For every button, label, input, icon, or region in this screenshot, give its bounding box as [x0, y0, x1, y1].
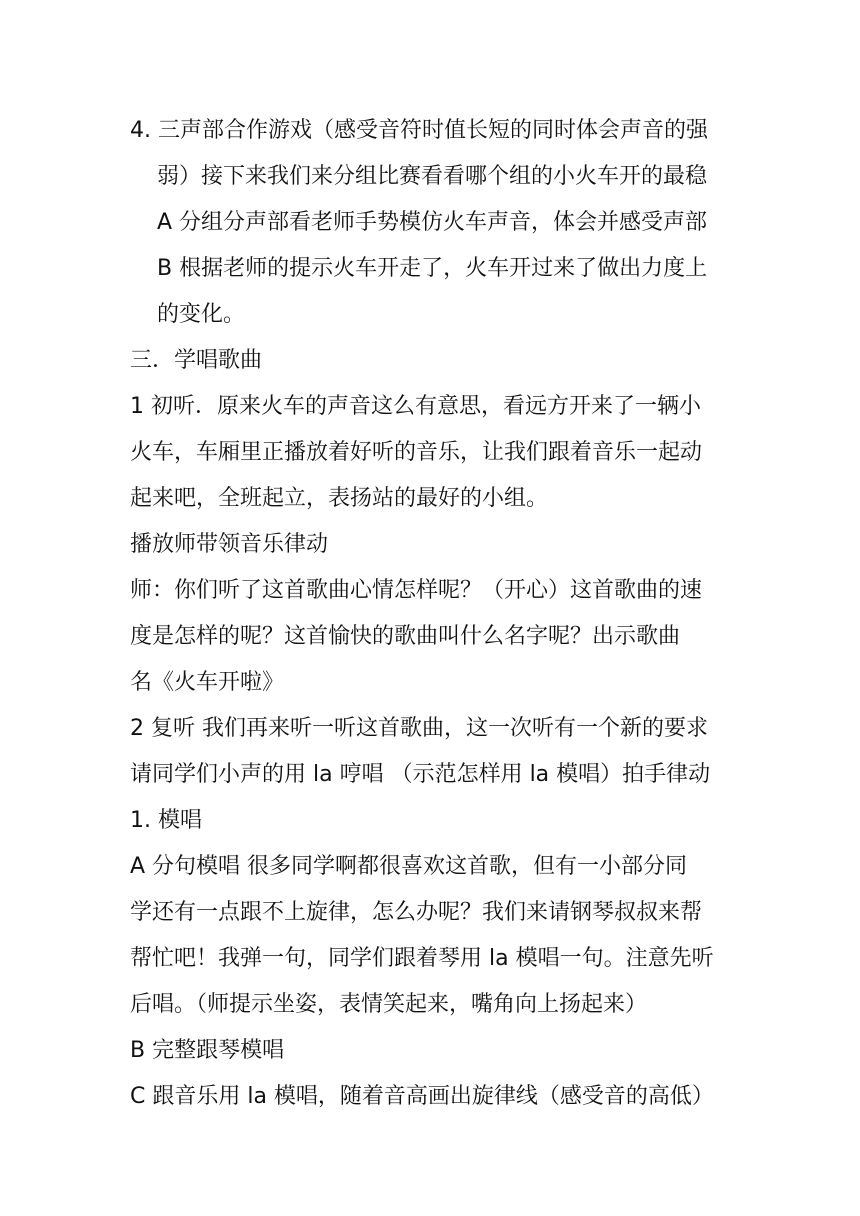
text-line-13: 名《火车开啦》: [130, 670, 285, 695]
text-line-9: 起来吧，全班起立，表扬站的最好的小组。: [130, 486, 549, 511]
text-line-2: 弱）接下来我们来分组比赛看看哪个组的小火车开的最稳: [157, 164, 708, 189]
text-line-20: 后唱。（师提示坐姿，表情笑起来，嘴角向上扬起来）: [130, 992, 648, 1017]
text-line-21: B 完整跟琴模唱: [130, 1038, 285, 1063]
text-line-22: C 跟音乐用 la 模唱，随着音高画出旋律线（感受音的高低）: [130, 1084, 714, 1109]
text-line-5: 的变化。: [157, 302, 246, 327]
text-line-3: A 分组分声部看老师手势模仿火车声音，体会并感受声部: [157, 210, 708, 235]
section-heading: 三．学唱歌曲: [130, 348, 263, 373]
text-line-4: B 根据老师的提示火车开走了，火车开过来了做出力度上: [157, 256, 708, 281]
text-line-12: 度是怎样的呢？这首愉快的歌曲叫什么名字呢？出示歌曲: [130, 624, 681, 649]
text-line-10: 播放师带领音乐律动: [130, 532, 329, 557]
text-line-1: 4. 三声部合作游戏（感受音符时值长短的同时体会声音的强: [130, 118, 708, 143]
text-line-14: 2 复听 我们再来听一听这首歌曲，这一次听有一个新的要求: [130, 716, 708, 741]
text-line-16: 1. 模唱: [130, 808, 202, 833]
text-line-18: 学还有一点跟不上旋律，怎么办呢？我们来请钢琴叔叔来帮: [130, 900, 703, 925]
text-line-17: A 分句模唱 很多同学啊都很喜欢这首歌，但有一小部分同: [130, 854, 688, 879]
text-line-11: 师：你们听了这首歌曲心情怎样呢？（开心）这首歌曲的速: [130, 578, 703, 603]
text-line-8: 火车，车厢里正播放着好听的音乐，让我们跟着音乐一起动: [130, 440, 703, 465]
text-line-7: 1 初听．原来火车的声音这么有意思，看远方开来了一辆小: [130, 394, 701, 419]
text-line-19: 帮忙吧！我弹一句，同学们跟着琴用 la 模唱一句。注意先听: [130, 946, 714, 971]
text-line-15: 请同学们小声的用 la 哼唱 （示范怎样用 la 模唱）拍手律动: [130, 762, 711, 787]
document-page: [130, 108, 740, 1120]
